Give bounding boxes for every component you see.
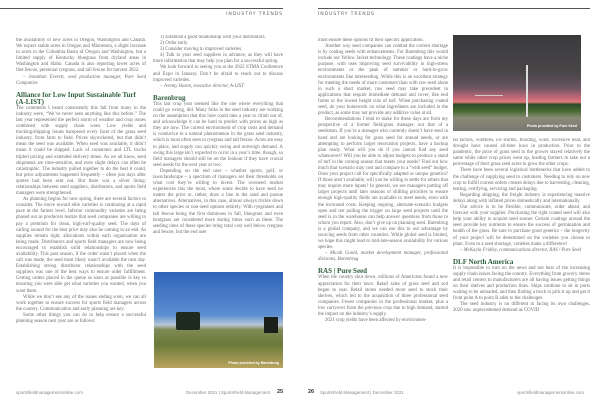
- right-page-column-2: [453, 138, 590, 370]
- footer-issue-right: SportsField Management | December 2021: [320, 390, 404, 395]
- left-page-column-1: [16, 38, 146, 368]
- section-label-left: INDUSTRY TRENDS: [226, 12, 283, 17]
- light-pole-shape: [526, 65, 528, 117]
- body-paragraph: We look forward to seeing you at the 2022 STMA Conference and Expo in January. Don’t be afraid to reach out to discuss improved varieties.: [153, 65, 283, 83]
- smoky-sky-field-photo: [453, 35, 581, 131]
- body-paragraph: Some other things you can do to help ensure a successful planning season next year are as follows:: [16, 312, 146, 325]
- body-paragraph: There have been several logistical bottlenecks that have added to the challenge of supplying seed to customers. Needing to rely on new crop to fulfill current orders creates delays due to harvesting, cleaning, testing, certifying, servicing and packaging.: [453, 168, 590, 192]
- author-attribution: – McKayla Fridley, communications director, RAS / Pure Seed: [460, 247, 581, 253]
- trailer-shape: [264, 317, 278, 333]
- section-heading: DLF North America: [453, 257, 514, 266]
- author-attribution: – Jeremy Hazen, executive director, A-LIST: [160, 83, 244, 89]
- body-paragraph: 3) Consider moving to improved varieties.: [160, 47, 243, 53]
- left-page-column-2: [153, 35, 283, 269]
- body-paragraph: The comments I heard consistently this fall from many in the industry were, “We’ve never seen anything like this before.” The last year represented the perfect storm of weather and crop issues combined with supply chain woes. Low yields and trucking/shipping issues hampered every facet of the grass seed industry, from farm to field. Prices skyrocketed, but that didn’t mean the seed was available. When seed was available, it didn’t mean it could be shipped. Lack of containers and LTL trucks tripled pricing and extended delivery times. As we all know, seed shipments are time-sensitive, and even slight delays can often be catastrophic. The industry pulled together to do the best it could, but price adjustments happened frequently – often just days after quotes had been sent out. But there was a silver lining: relationships between seed suppliers, distributors, and sports field managers were strengthened.: [16, 105, 146, 197]
- body-paragraph: While we don’t see any of the issues ending soon, we can all work together to ensure success for sports field managers across the country. Communication and early planning are key.: [16, 294, 146, 312]
- footer-issue-left: December 2021 | SportsField Management: [186, 390, 270, 395]
- header-rule-right: [318, 8, 590, 9]
- goal-post-shape: [475, 95, 503, 96]
- footer-url-right[interactable]: sportsfieldmanagementonline.com: [517, 390, 584, 395]
- harvest-field-photo: [154, 272, 283, 368]
- body-paragraph: 1) Establish a good relationship with your distributors.: [160, 35, 266, 40]
- author-attribution: – Jonathan Everett, seed production manager, Pure Seed Companies: [16, 74, 146, 86]
- body-paragraph: When the country shut down, millions of Americans found a new appreciation for their lawn. Retail sales of grass seed and sod began to soar. Retail stores needed more seed to stock their shelves, which led to the acquisition of three professional seed companies. Fewer companies in the professional market, plus a low carryover from the previous crop due to high demand, started the impact on the industry’s supply.: [318, 275, 448, 318]
- footer-url-left[interactable]: sportsfieldmanagementonline.com: [16, 390, 83, 395]
- page-number-right: 26: [308, 389, 315, 395]
- body-paragraph: Regarding shipping, the freight industry is experiencing massive delays along with inflated prices domestically and internationally.: [453, 192, 590, 204]
- page-number-left: 25: [277, 389, 284, 395]
- body-paragraph: the availability of new acres in Oregon, Washington and Canada. We expect stable acres in Oregon and Minnesota, a slight increase in acres in the Columbia Basin of Oregon and Washington, but a limited supply of Kentucky bluegrass from dryland areas in Washington and Idaho. Canada is also reporting lower acres of fine fescue, perennial ryegrass, and tall fescue for harvest 2022.: [16, 38, 146, 74]
- section-heading: Alliance for Low Input Sustainable Turf (A-LIST): [16, 90, 136, 106]
- body-paragraph: Another way seed companies can combat the current shortage is by coating seeds with enhancements. For Barenbrug this would include our Yellow Jacket technology. These coatings have a niche purpose, with uses improving seed survivability in high-stress environments or the peak of summer or hard-to-grow environments like interseeding. While this is an excellent strategy for meeting the needs of more customers than with raw seed alone in such a short market, raw seed may take precedent in applications that require immediate demand and cover, like end farms or the lowest height cuts of turf. When purchasing coated seed, do your homework on what ingredients are included in the product, as some may not provide any additive value at all.: [318, 44, 448, 117]
- section-heading: RAS | Pure Seed: [318, 267, 368, 276]
- author-attribution: – Micah Gould, market development manager, professional divisions, Barenbrug: [318, 251, 448, 263]
- section-heading: Barenbrug: [153, 93, 186, 102]
- header-rule-left: [0, 8, 283, 9]
- body-paragraph: It is impossible to turn on the news and not hear of the increasing supply chain issues facing the country. Everything from grocery stores and retail centers to manufacturers are all having issues getting things on their shelves and production lines. Ships continue to sit in ports waiting to be unloaded, and then finding a truck to pick it up and get it from point A to point B adds to the challenges.: [453, 265, 590, 302]
- body-paragraph: 4) Talk to your seed suppliers in advance, as they will have more information that may help you plan for a successful spring.: [153, 53, 283, 65]
- photo-caption: Photo provided by Barenbrug: [228, 361, 279, 365]
- harvester-shape: [176, 312, 200, 330]
- body-paragraph: must ensure these options fit their specific application.: [318, 38, 424, 43]
- body-paragraph: 2021 crop yields have been affected by environmen-: [325, 318, 427, 324]
- right-page-column-1: [318, 38, 448, 370]
- body-paragraph: 2) Order early.: [160, 41, 189, 47]
- section-label-right: INDUSTRY TRENDS: [318, 12, 375, 17]
- body-paragraph: Our advice is to be flexible, communicate, order ahead, and forecast with your supplier. Purchasing the right coated seed will also help your ability to acquire seed sooner. Certain coatings around the seed provide key nutrients to ensure the success of germination and health of the grass. Be sure to purchase good genetics – the longevity of your project will be determined on the varieties you choose to plant. Even in a seed shortage, varieties make a difference!: [453, 205, 590, 247]
- body-paragraph: As planning begins for next spring, there are several factors to consider. The move toward elite varieties is continuing at a rapid pace at the farmer level. Inferior commodity varieties are being phased out as producers realize that seed companies are willing to pay a premium for clean, high-turf-quality seed. The days of calling around for the best price may also be coming to an end. As supplies remain tight, allocations within each organization are being made. Distributors and sports field managers are now being encouraged to establish solid relationships to ensure seed availability. This past season, if the order wasn’t placed when the call was made, the seed most likely wasn’t available the next day. Establishing strong distributor relationships with the seed suppliers was one of the best ways to ensure order fulfillment. Getting orders placed in the queue as soon as possible is key to ensuring you were able get what varieties you wanted, when you want them.: [16, 197, 146, 294]
- photo-caption: Photo provided by Pure Seed: [526, 124, 577, 128]
- body-paragraph: tal factors, wildfires, ice storms, flooding, wind, excessive heat, and drought have caused all-time lows in production. Prior to the pandemic, the price of grass seed to the grower stayed relatively the same while other crop prices went up, leading farmers to take out a percentage of their grass seed acres to grow the other crops.: [453, 138, 590, 168]
- body-paragraph: The seed industry is no different in facing its own challenges. 2020 saw unprecedented demand as COVID: [453, 302, 590, 314]
- body-paragraph: This last crop year seemed like the one where everything that could go wrong, did. Many folks in the seed industry are working on the assumption that this hole could take a year to climb out of, and acknowledge it can be hard to predict with prices as high as they are now. The current environment of crop costs and demand is conducive to a natural phenomenon in the grass seed industry, which is most often seen in ryegrass and tall fescue. Acres are easy to place, and supply can quickly swing and outweigh demand. A swing this large isn’t expected to occur in a year’s time, though, so field managers should still be on the lookout if they have crucial seed needs for the next year or two.: [153, 101, 283, 168]
- body-paragraph: Depending on the end user – whether sports, golf, or lawn/landscape – a spectrum of managers set their thresholds on what cost they’re willing to invest. The overseed market experiences this the most, where some decide to have seed no matter the price or, rather, draw a line in the sand and pursue alternatives. Alternatives, in this case, almost always trickle down to other species or non-seed options entirely. With ryegrasses and tall fescue being the first dominoes to fall, bluegrass and even bentgrass are considered more during times such as these. The seeding rates of these species bring total cost well below ryegrass and fescue, but the end user: [153, 168, 283, 235]
- body-paragraph: Recommendations I tend to make for these days are from my perspective of a former field/grass manager, not that of a seedsman. If you’re a manager who currently doesn’t have seed in hand and are looking for grass seed for annual needs, or are attempting to perform larger renovation projects, have a backup plan ready. What will you do if you cannot find any seed whatsoever? Will you be able to adjust budgets to produce a stand of turf in the coming season that meets your needs? Find out how much that scenario may cost and compare to a “with seed” budget. Does your project call for specifically adapted or unique genetics? If those aren’t available, will you be willing to settle for others that may require more inputs? In general, we see managers putting off larger projects until later seasons or shifting priorities to ensure enough high-quality fields are available to meet needs, even with the increased costs. Keeping ongoing, alternate-scenario budgets open and not pulling the trigger on large seed projects until the seed is in the warehouse can help answer questions from those to whom you report. Also, don’t give up on planning seed. Barenbrug is a global company, and we can use this to our advantage by sourcing seeds from other countries. While global seed is limited, we hope this might lead to mid-late-season availability for various species.: [318, 117, 448, 251]
